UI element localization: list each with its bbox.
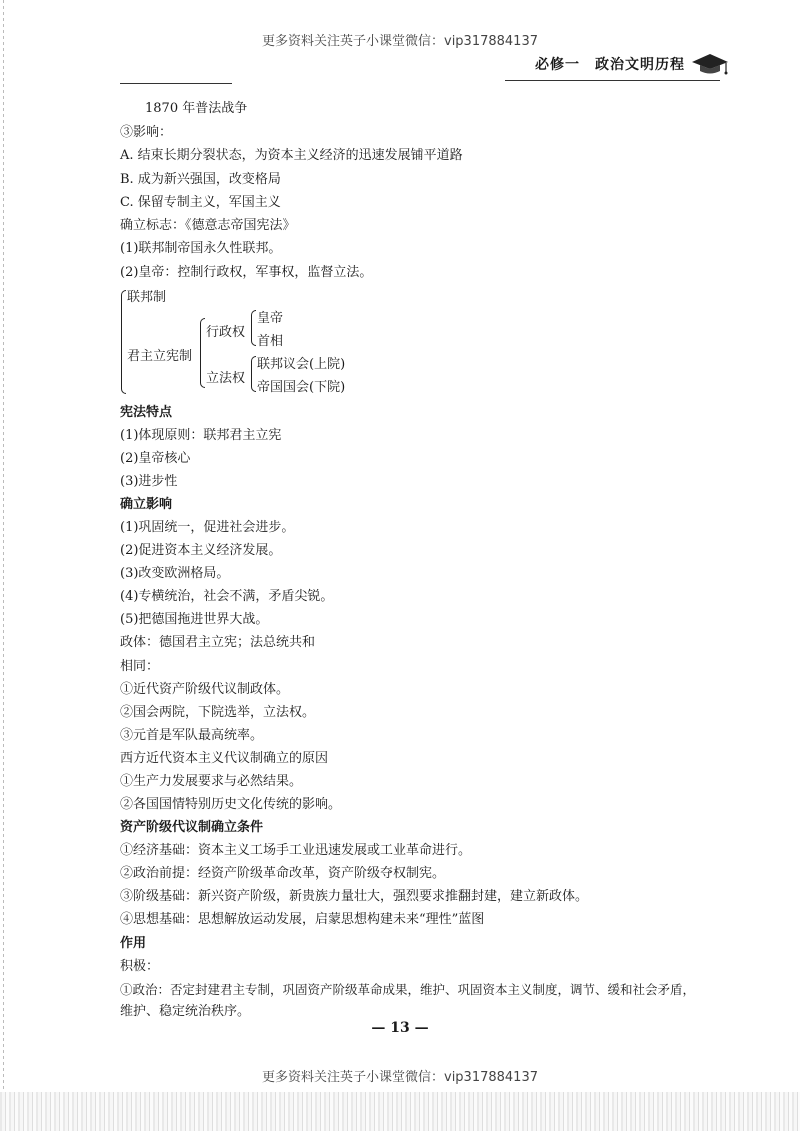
page-number: — 13 —: [371, 1020, 429, 1036]
text-line-2: ③影响：: [120, 125, 173, 140]
tree-monarchy: 君主立宪制: [127, 349, 193, 364]
text-line-33: 积极：: [120, 959, 160, 974]
text-line-22: ②国会两院，下院选举，立法权。: [120, 705, 316, 720]
tree-emperor: 皇帝: [257, 311, 284, 326]
header-title: 必修一 政治文明历程: [535, 57, 685, 73]
text-line-24: 西方近代资本主义代议制确立的原因: [120, 751, 329, 766]
text-line-12: (3)进步性: [120, 474, 178, 489]
heading-establishment-impact: 确立影响: [120, 497, 173, 512]
text-line-34: ①政治：否定封建君主专制，巩固资产阶级革命成果，维护、巩固资本主义制度，调节、缓和社会矛盾，: [120, 982, 696, 997]
text-line-28: ①经济基础：资本主义工场手工业迅速发展或工业革命进行。: [120, 843, 472, 858]
brace-legislative: [251, 356, 256, 392]
text-line-5: C. 保留专制主义，军国主义: [120, 195, 281, 210]
tree-chancellor: 首相: [257, 334, 284, 349]
text-line-21: ①近代资产阶级代议制政体。: [120, 682, 290, 697]
text-line-10: (1)体现原则：联邦君主立宪: [120, 428, 282, 443]
tree-bundesrat: 联邦议会(上院): [257, 357, 346, 372]
text-line-15: (2)促进资本主义经济发展。: [120, 543, 282, 558]
text-line-19: 政体：德国君主立宪；法总统共和: [120, 635, 316, 650]
heading-constitution-features: 宪法特点: [120, 405, 173, 420]
text-line-29: ②政治前提：经资产阶级革命改革，资产阶级夺权制宪。: [120, 866, 446, 881]
text-line-31: ④思想基础：思想解放运动发展，启蒙思想构建未来“理性”蓝图: [120, 912, 485, 927]
text-line-6: 确立标志：《德意志帝国宪法》: [120, 218, 296, 233]
watermark-bottom: 更多资料关注英子小课堂微信：vip317884137: [262, 1070, 538, 1085]
heading-conditions: 资产阶级代议制确立条件: [120, 820, 264, 835]
brace-monarchy: [200, 318, 205, 388]
text-line-14: (1)巩固统一，促进社会进步。: [120, 520, 295, 535]
text-line-35: 维护、稳定统治秩序。: [120, 1004, 251, 1019]
scan-noise-band: [0, 1092, 800, 1131]
header-rule-right: [505, 80, 720, 81]
text-line-26: ②各国国情特别历史文化传统的影响。: [120, 797, 342, 812]
text-line-7: (1)联邦制帝国永久性联邦。: [120, 241, 282, 256]
text-line-8: (2)皇帝：控制行政权，军事权，监督立法。: [120, 265, 373, 280]
text-line-1: 1870 年普法战争: [145, 101, 248, 116]
scan-edge-line: [3, 0, 4, 1131]
tree-reichstag: 帝国国会(下院): [257, 380, 346, 395]
header-rule-left: [120, 83, 232, 84]
text-line-11: (2)皇帝核心: [120, 451, 191, 466]
tree-executive: 行政权: [206, 325, 246, 340]
text-line-17: (4)专横统治，社会不满，矛盾尖锐。: [120, 589, 334, 604]
text-line-3: A. 结束长期分裂状态，为资本主义经济的迅速发展铺平道路: [120, 148, 463, 163]
brace-outer: [121, 290, 126, 394]
tree-legislative: 立法权: [206, 371, 246, 386]
text-line-23: ③元首是军队最高统率。: [120, 728, 264, 743]
graduation-cap-icon: [690, 50, 730, 76]
heading-role: 作用: [120, 936, 147, 951]
brace-executive: [251, 310, 256, 346]
text-line-18: (5)把德国拖进世界大战。: [120, 612, 269, 627]
text-line-25: ①生产力发展要求与必然结果。: [120, 774, 303, 789]
text-line-4: B. 成为新兴强国，改变格局: [120, 172, 281, 187]
tree-federal: 联邦制: [127, 290, 167, 305]
text-line-20: 相同：: [120, 659, 160, 674]
text-line-16: (3)改变欧洲格局。: [120, 566, 230, 581]
watermark-top: 更多资料关注英子小课堂微信：vip317884137: [262, 34, 538, 49]
text-line-30: ③阶级基础：新兴资产阶级，新贵族力量壮大，强烈要求推翻封建，建立新政体。: [120, 889, 589, 904]
